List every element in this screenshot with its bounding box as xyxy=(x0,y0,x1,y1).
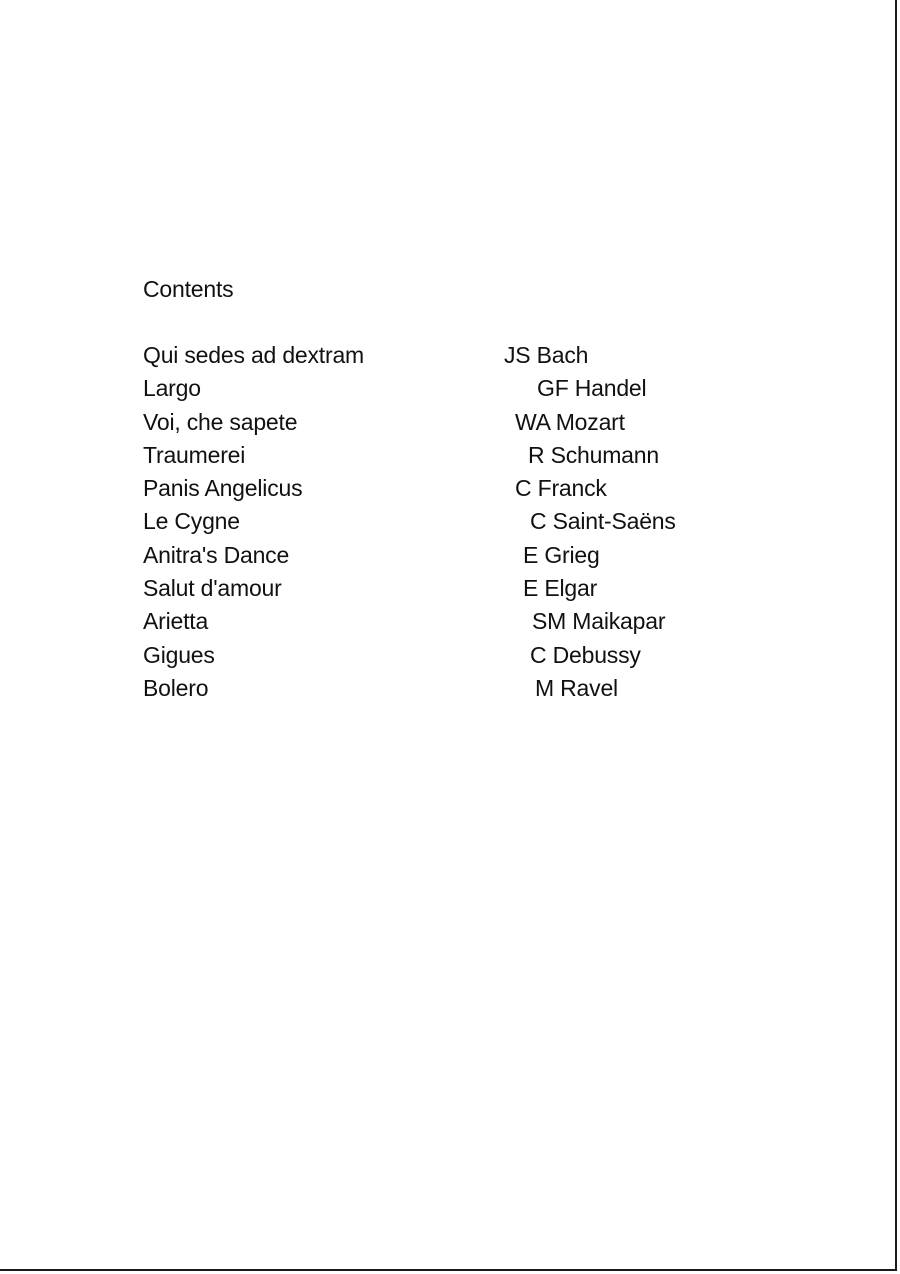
composer-name: SM Maikapar xyxy=(532,608,666,635)
piece-title: Largo xyxy=(143,375,201,402)
composer-name: E Grieg xyxy=(523,541,600,568)
composer-name: C Debussy xyxy=(530,641,641,668)
composer-name: WA Mozart xyxy=(515,408,625,435)
composer-name: R Schumann xyxy=(528,441,659,468)
piece-title: Salut d'amour xyxy=(143,575,282,602)
contents-list xyxy=(143,340,763,706)
composer-name: E Elgar xyxy=(523,575,598,602)
contents-entry xyxy=(143,673,763,706)
contents-entry xyxy=(143,573,763,606)
contents-entry xyxy=(143,340,763,373)
contents-entry xyxy=(143,440,763,473)
composer-name: C Franck xyxy=(515,475,607,502)
piece-title: Arietta xyxy=(143,608,209,635)
contents-entry xyxy=(143,506,763,539)
composer-name: JS Bach xyxy=(504,342,589,368)
contents-entry xyxy=(143,373,763,406)
piece-title: Panis Angelicus xyxy=(143,475,303,502)
contents-entry xyxy=(143,540,763,573)
contents-entry xyxy=(143,407,763,440)
piece-title: Gigues xyxy=(143,641,215,668)
piece-title: Bolero xyxy=(143,674,209,701)
composer-name: GF Handel xyxy=(537,375,647,402)
composer-name: C Saint-Saëns xyxy=(530,508,676,535)
contents-heading: Contents xyxy=(143,276,234,302)
contents-entry xyxy=(143,606,763,639)
composer-name: M Ravel xyxy=(535,674,618,701)
piece-title: Traumerei xyxy=(143,441,246,468)
piece-title: Voi, che sapete xyxy=(143,408,298,435)
contents-entry xyxy=(143,640,763,673)
piece-title: Anitra's Dance xyxy=(143,541,290,568)
piece-title: Le Cygne xyxy=(143,508,240,535)
contents-entry xyxy=(143,473,763,506)
piece-title: Qui sedes ad dextram xyxy=(143,342,365,368)
